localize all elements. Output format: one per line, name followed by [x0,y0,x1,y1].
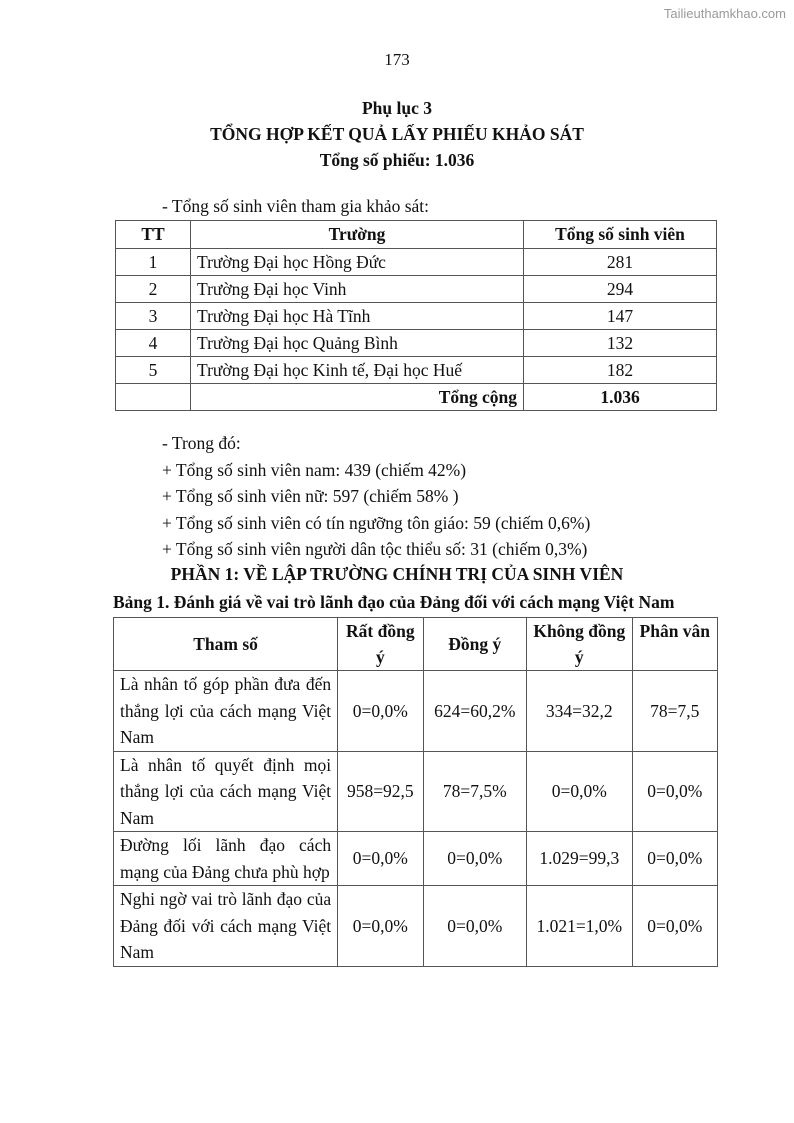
cell-param: Nghi ngờ vai trò lãnh đạo của Đảng đối với cách mạng Việt Nam [114,886,338,967]
cell-strongly-agree: 0=0,0% [338,671,423,752]
page-title: TỔNG HỢP KẾT QUẢ LẤY PHIẾU KHẢO SÁT [210,124,584,144]
cell-undecided: 78=7,5 [632,671,717,752]
cell-count: 294 [524,276,717,303]
col-header-agree: Đồng ý [423,618,527,671]
evaluation-table [113,617,718,967]
cell-disagree: 1.021=1,0% [527,886,633,967]
cell-tt: 1 [116,249,191,276]
breakdown-item-male: + Tổng số sinh viên nam: 439 (chiếm 42%) [162,459,467,480]
total-value: 1.036 [524,384,717,411]
cell-count: 132 [524,330,717,357]
cell-undecided: 0=0,0% [632,886,717,967]
cell-agree: 624=60,2% [423,671,527,752]
cell-school: Trường Đại học Hà Tĩnh [191,303,524,330]
cell-disagree: 1.029=99,3 [527,832,633,886]
cell-school: Trường Đại học Quảng Bình [191,330,524,357]
table-row [116,249,717,276]
cell-school: Trường Đại học Kinh tế, Đại học Huế [191,357,524,384]
table-row [114,886,718,967]
table-row [116,303,717,330]
table-row [114,832,718,886]
cell-empty [116,384,191,411]
table-row [114,751,718,832]
cell-param: Là nhân tố quyết định mọi thắng lợi của cách mạng Việt Nam [114,751,338,832]
cell-disagree: 0=0,0% [527,751,633,832]
cell-undecided: 0=0,0% [632,751,717,832]
total-label: Tổng cộng [191,384,524,411]
section-title: PHẦN 1: VỀ LẬP TRƯỜNG CHÍNH TRỊ CỦA SINH VIÊN [170,564,624,584]
cell-strongly-agree: 958=92,5 [338,751,423,832]
title-block [0,95,794,173]
col-header-count: Tổng số sinh viên [524,221,717,249]
cell-tt: 2 [116,276,191,303]
cell-agree: 0=0,0% [423,886,527,967]
cell-strongly-agree: 0=0,0% [338,886,423,967]
watermark: Tailieuthamkhao.com [663,6,786,21]
table-header-row [114,618,718,671]
table-row [116,330,717,357]
cell-school: Trường Đại học Vinh [191,276,524,303]
total-votes: Tổng số phiếu: 1.036 [319,150,475,170]
table-row [116,276,717,303]
cell-tt: 5 [116,357,191,384]
breakdown-item-female: + Tổng số sinh viên nữ: 597 (chiếm 58% ) [162,486,459,506]
cell-param: Là nhân tố góp phần đưa đến thắng lợi của cách mạng Việt Nam [114,671,338,752]
col-header-strongly-agree: Rất đồng ý [338,618,423,671]
total-row [116,384,717,411]
table-row [114,671,718,752]
col-header-param: Tham số [114,618,338,671]
cell-strongly-agree: 0=0,0% [338,832,423,886]
breakdown-lead: - Trong đó: [162,433,241,453]
col-header-undecided: Phân vân [632,618,717,671]
cell-disagree: 334=32,2 [527,671,633,752]
appendix-label: Phụ lục 3 [361,98,433,118]
cell-param: Đường lối lãnh đạo cách mạng của Đảng chưa phù hợp [114,832,338,886]
school-table [115,220,717,411]
table-row [116,357,717,384]
cell-tt: 3 [116,303,191,330]
cell-count: 182 [524,357,717,384]
col-header-disagree: Không đồng ý [527,618,633,671]
table-caption: Bảng 1. Đánh giá về vai trò lãnh đạo của Đảng đối với cách mạng Việt Nam [113,592,675,612]
col-header-tt: TT [116,221,191,249]
breakdown-item-religion: + Tổng số sinh viên có tín ngưỡng tôn giáo: 59 (chiếm 0,6%) [162,512,591,533]
page-number: 173 [384,50,410,69]
cell-tt: 4 [116,330,191,357]
table-header-row [116,221,717,249]
cell-count: 147 [524,303,717,330]
cell-agree: 78=7,5% [423,751,527,832]
cell-school: Trường Đại học Hồng Đức [191,249,524,276]
breakdown-item-ethnic: + Tổng số sinh viên người dân tộc thiểu số: 31 (chiếm 0,3%) [162,539,588,559]
col-header-school: Trường [191,221,524,249]
breakdown-list [162,430,590,563]
cell-undecided: 0=0,0% [632,832,717,886]
cell-agree: 0=0,0% [423,832,527,886]
cell-count: 281 [524,249,717,276]
intro-text: - Tổng số sinh viên tham gia khảo sát: [162,196,430,216]
